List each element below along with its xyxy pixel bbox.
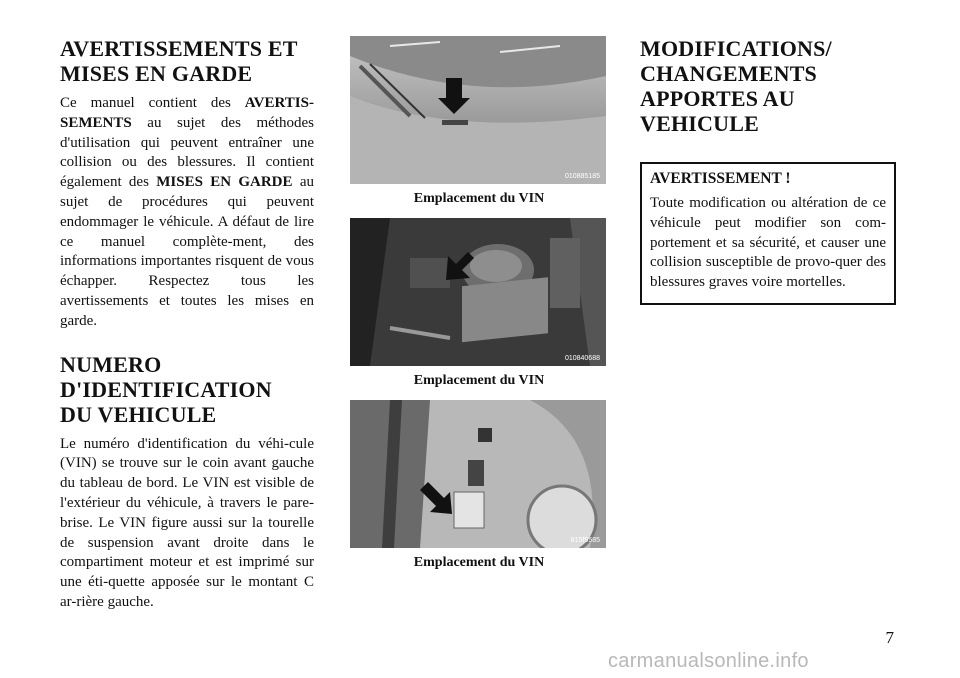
text-run: au sujet de procédures qui peuvent endommager le véhicule. A défaut de lire ce manuel complète-ment, des informations importantes risquent de vous échapper. Respectez tous les avertissements et toutes les mises en garde. <box>60 174 314 329</box>
figure-windshield-vin <box>350 36 608 207</box>
figure-code: 010885185 <box>564 173 600 180</box>
figure-caption: Emplacement du VIN <box>413 373 545 388</box>
section-heading-modifications: MODIFICATIONS/ CHANGEMENTS APPORTES AU VEHICULE <box>640 36 832 136</box>
pillar-vin-photo <box>350 400 606 548</box>
figures-column <box>350 36 608 582</box>
figure-caption: Emplacement du VIN <box>413 555 545 570</box>
text-run: au sujet des méthodes d'utilisation qui peuvent entraîner une collision ou des blessures. Il contient également des <box>60 114 314 191</box>
figure-engine-vin <box>350 218 608 389</box>
vin-paragraph: Le numéro d'identification du véhi-cule (VIN) se trouve sur le coin avant gauche du tableau de bord. Le VIN est visible de l'extérieur du véhicule, à travers le pare-brise. Le VIN figure aussi sur la tourelle de suspension avant droite dans le compartiment moteur et est imprimé sur une éti-quette apposée sur le montant C ar-rière gauche. <box>60 435 314 610</box>
bold-term: AVERTIS-SEMENTS <box>60 95 314 131</box>
watermark: carmanualsonline.info <box>608 650 809 672</box>
warning-text: Toute modification ou altération de ce véhicule peut modifier son com-portement et sa sécurité, et causer une collision susceptible de provo-quer des blessures graves voire mortelles. <box>650 195 886 291</box>
text-run: Ce manuel contient des <box>60 95 245 111</box>
figure-code: 815f9585 <box>570 537 600 544</box>
warning-box <box>640 162 896 305</box>
engine-vin-photo <box>350 218 606 366</box>
figure-caption: Emplacement du VIN <box>413 191 545 206</box>
page-number: 7 <box>885 628 894 647</box>
bold-term: MISES EN GARDE <box>156 174 293 191</box>
windshield-vin-photo <box>350 36 606 184</box>
figure-pillar-vin <box>350 400 608 571</box>
section-heading-warnings: AVERTISSEMENTS ET MISES EN GARDE <box>60 36 298 86</box>
figure-code: 010840688 <box>564 355 600 362</box>
warning-title: AVERTISSEMENT ! <box>650 170 791 187</box>
section-heading-vin: NUMERO D'IDENTIFICATION DU VEHICULE <box>60 351 272 427</box>
left-column <box>60 36 314 613</box>
right-column <box>640 36 896 305</box>
warnings-paragraph <box>60 94 314 332</box>
